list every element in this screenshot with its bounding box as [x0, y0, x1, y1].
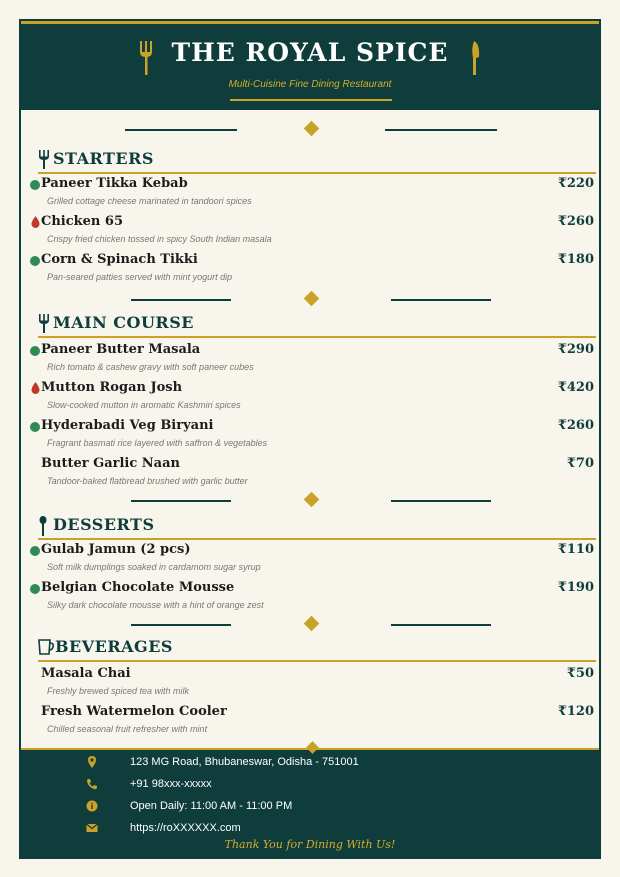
section-title: MAIN COURSE — [53, 313, 194, 332]
address-text: 123 MG Road, Bhubaneswar, Odisha - 751001 — [130, 756, 359, 768]
item-description: Pan-seared patties served with mint yogurt dip — [47, 272, 233, 282]
veg-marker-icon — [30, 346, 40, 356]
item-price: ₹220 — [557, 176, 594, 191]
veg-marker-icon — [30, 546, 40, 556]
menu-item — [30, 666, 598, 702]
email-icon — [85, 821, 99, 835]
veg-marker-icon — [30, 584, 40, 594]
item-description: Chilled seasonal fruit refresher with mint — [47, 724, 208, 734]
item-name: Hyderabadi Veg Biryani — [41, 418, 214, 433]
item-price: ₹420 — [557, 380, 594, 395]
item-name: Mutton Rogan Josh — [41, 380, 183, 395]
section-divider — [21, 492, 599, 508]
section-title: DESSERTS — [53, 515, 155, 534]
section-divider — [21, 121, 599, 137]
website-link[interactable]: https://roXXXXXX.com — [130, 822, 241, 834]
item-price: ₹260 — [557, 418, 594, 433]
knife-icon — [469, 41, 481, 75]
item-name: Chicken 65 — [41, 214, 123, 229]
menu-item — [30, 214, 598, 250]
menu-item — [30, 704, 598, 740]
item-description: Silky dark chocolate mousse with a hint of orange zest — [47, 600, 264, 610]
item-description: Fragrant basmati rice layered with saffron & vegetables — [47, 438, 268, 448]
item-name: Corn & Spinach Tikki — [41, 252, 198, 267]
item-price: ₹50 — [566, 666, 594, 681]
item-price: ₹260 — [557, 214, 594, 229]
menu-item — [30, 176, 598, 212]
item-description: Soft milk dumplings soaked in cardamom sugar syrup — [47, 562, 261, 572]
menu-item — [30, 580, 598, 616]
hours-text: Open Daily: 11:00 AM - 11:00 PM — [130, 800, 293, 812]
item-description: Rich tomato & cashew gravy with soft paneer cubes — [47, 362, 254, 372]
section-title: BEVERAGES — [55, 637, 173, 656]
item-price: ₹190 — [557, 580, 594, 595]
fork-icon — [38, 314, 50, 333]
veg-marker-icon — [30, 180, 40, 190]
menu-item — [30, 456, 598, 492]
cup-icon — [38, 638, 54, 656]
item-name: Masala Chai — [41, 666, 131, 681]
item-name: Fresh Watermelon Cooler — [41, 704, 227, 719]
restaurant-tagline: Multi-Cuisine Fine Dining Restaurant — [228, 79, 392, 90]
item-name: Gulab Jamun (2 pcs) — [41, 542, 191, 557]
fork-icon — [38, 150, 50, 169]
menu-item — [30, 252, 598, 288]
restaurant-name: THE ROYAL SPICE — [171, 38, 449, 67]
menu-item — [30, 342, 598, 378]
menu-item — [30, 380, 598, 416]
item-price: ₹120 — [557, 704, 594, 719]
menu-item — [30, 542, 598, 578]
menu-item — [30, 418, 598, 454]
section-divider — [21, 616, 599, 632]
phone-icon — [85, 777, 99, 791]
item-description: Tandoor-baked flatbread brushed with garlic butter — [47, 476, 248, 486]
veg-marker-icon — [30, 422, 40, 432]
item-description: Freshly brewed spiced tea with milk — [47, 686, 190, 696]
section-title: STARTERS — [53, 149, 154, 168]
spoon-icon — [38, 516, 48, 536]
item-name: Butter Garlic Naan — [41, 456, 180, 471]
menu-footer — [21, 748, 599, 859]
item-name: Paneer Tikka Kebab — [41, 176, 188, 191]
item-price: ₹180 — [557, 252, 594, 267]
header-underline — [230, 99, 392, 101]
phone-text[interactable]: +91 98xxx-xxxxx — [130, 778, 212, 790]
item-price: ₹290 — [557, 342, 594, 357]
item-description: Slow-cooked mutton in aromatic Kashmiri spices — [47, 400, 241, 410]
chili-drop-icon — [31, 216, 40, 228]
thank-you-message: Thank You for Dining With Us! — [224, 838, 396, 851]
info-icon — [85, 799, 99, 813]
item-description: Crispy fried chicken tossed in spicy South Indian masala — [47, 234, 272, 244]
section-divider — [21, 291, 599, 307]
chili-drop-icon — [31, 382, 40, 394]
item-name: Belgian Chocolate Mousse — [41, 580, 235, 595]
item-description: Grilled cottage cheese marinated in tandoori spices — [47, 196, 252, 206]
item-name: Paneer Butter Masala — [41, 342, 201, 357]
menu-card — [19, 19, 601, 859]
menu-header — [21, 24, 599, 110]
item-price: ₹70 — [566, 456, 594, 471]
veg-marker-icon — [30, 256, 40, 266]
item-price: ₹110 — [557, 542, 594, 557]
location-pin-icon — [85, 755, 99, 769]
